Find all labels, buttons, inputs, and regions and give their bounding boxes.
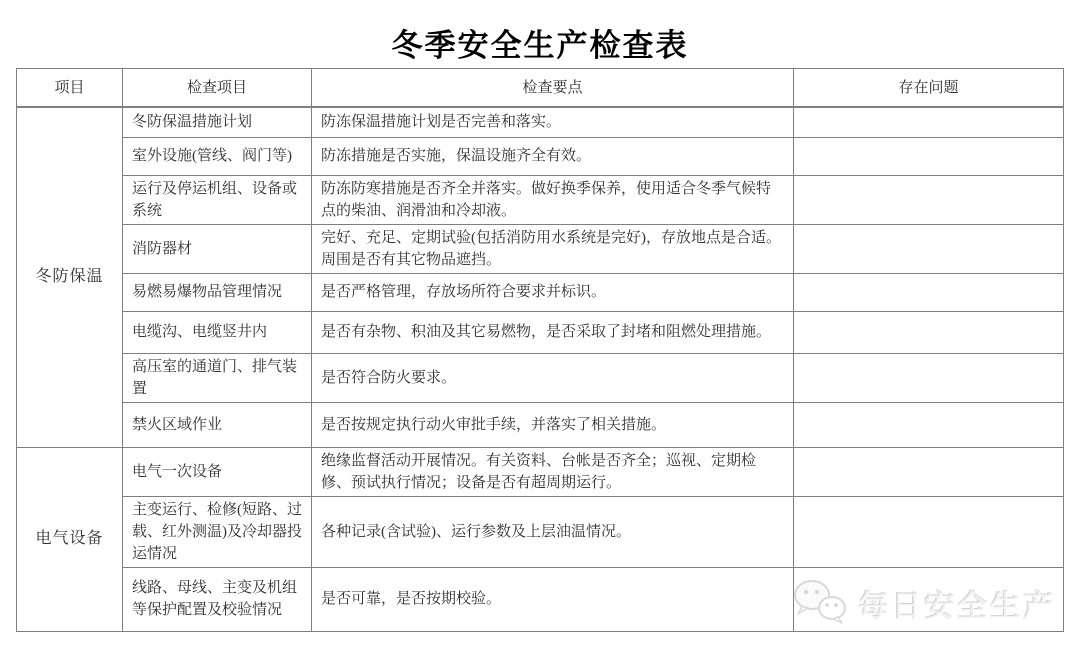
column-header-existing-problems: 存在问题: [794, 69, 1064, 108]
item-cell: 主变运行、检修(短路、过载、红外测温)及冷却器投运情况: [123, 496, 312, 567]
problem-cell: [794, 224, 1064, 273]
table-row: [17, 496, 1064, 567]
item-cell: 室外设施(管线、阀门等): [123, 137, 312, 175]
item-cell: 线路、母线、主变及机组等保护配置及校验情况: [123, 567, 312, 631]
table-row: [17, 402, 1064, 447]
table-row: [17, 273, 1064, 311]
points-cell: 是否有杂物、积油及其它易燃物，是否采取了封堵和阻燃处理措施。: [312, 311, 794, 353]
item-cell: 冬防保温措施计划: [123, 107, 312, 137]
points-cell: 防冻保温措施计划是否完善和落实。: [312, 107, 794, 137]
points-cell: 防冻措施是否实施，保温设施齐全有效。: [312, 137, 794, 175]
item-cell: 运行及停运机组、设备或系统: [123, 175, 312, 224]
column-header-item-category: 项目: [17, 69, 123, 108]
item-cell: 高压室的通道门、排气装置: [123, 353, 312, 402]
points-cell: 完好、充足、定期试验(包括消防用水系统是完好)，存放地点是合适。周围是否有其它物品遮挡。: [312, 224, 794, 273]
table-header-row: [17, 69, 1064, 108]
inspection-table: [16, 68, 1064, 632]
item-cell: 消防器材: [123, 224, 312, 273]
problem-cell: [794, 273, 1064, 311]
points-cell: 绝缘监督活动开展情况。有关资料、台帐是否齐全；巡视、定期检修、预试执行情况；设备是否有超周期运行。: [312, 447, 794, 496]
item-cell: 易燃易爆物品管理情况: [123, 273, 312, 311]
problem-cell: [794, 137, 1064, 175]
problem-cell: [794, 175, 1064, 224]
problem-cell: [794, 496, 1064, 567]
column-header-inspection-points: 检查要点: [312, 69, 794, 108]
item-cell: 电气一次设备: [123, 447, 312, 496]
table-row: [17, 447, 1064, 496]
table-row: [17, 224, 1064, 273]
table-row: [17, 311, 1064, 353]
problem-cell: [794, 353, 1064, 402]
table-row: [17, 353, 1064, 402]
points-cell: 各种记录(含试验)、运行参数及上层油温情况。: [312, 496, 794, 567]
item-cell: 禁火区域作业: [123, 402, 312, 447]
points-cell: 是否按规定执行动火审批手续，并落实了相关措施。: [312, 402, 794, 447]
table-row: [17, 175, 1064, 224]
table-row: [17, 567, 1064, 631]
problem-cell: [794, 567, 1064, 631]
watermark-text: 每日安全生产: [858, 589, 1056, 623]
item-cell: 电缆沟、电缆竖井内: [123, 311, 312, 353]
table-row: [17, 107, 1064, 137]
points-cell: 防冻防寒措施是否齐全并落实。做好换季保养，使用适合冬季气候特点的柴油、润滑油和冷却液。: [312, 175, 794, 224]
column-header-inspection-item: 检查项目: [123, 69, 312, 108]
category-cell: 冬防保温: [17, 107, 123, 447]
table-row: [17, 137, 1064, 175]
points-cell: 是否可靠，是否按期校验。: [312, 567, 794, 631]
points-cell: 是否符合防火要求。: [312, 353, 794, 402]
points-cell: 是否严格管理，存放场所符合要求并标识。: [312, 273, 794, 311]
problem-cell: [794, 107, 1064, 137]
problem-cell: [794, 447, 1064, 496]
page-title: 冬季安全生产检查表: [391, 28, 689, 63]
problem-cell: [794, 311, 1064, 353]
problem-cell: [794, 402, 1064, 447]
category-cell: 电气设备: [17, 447, 123, 631]
